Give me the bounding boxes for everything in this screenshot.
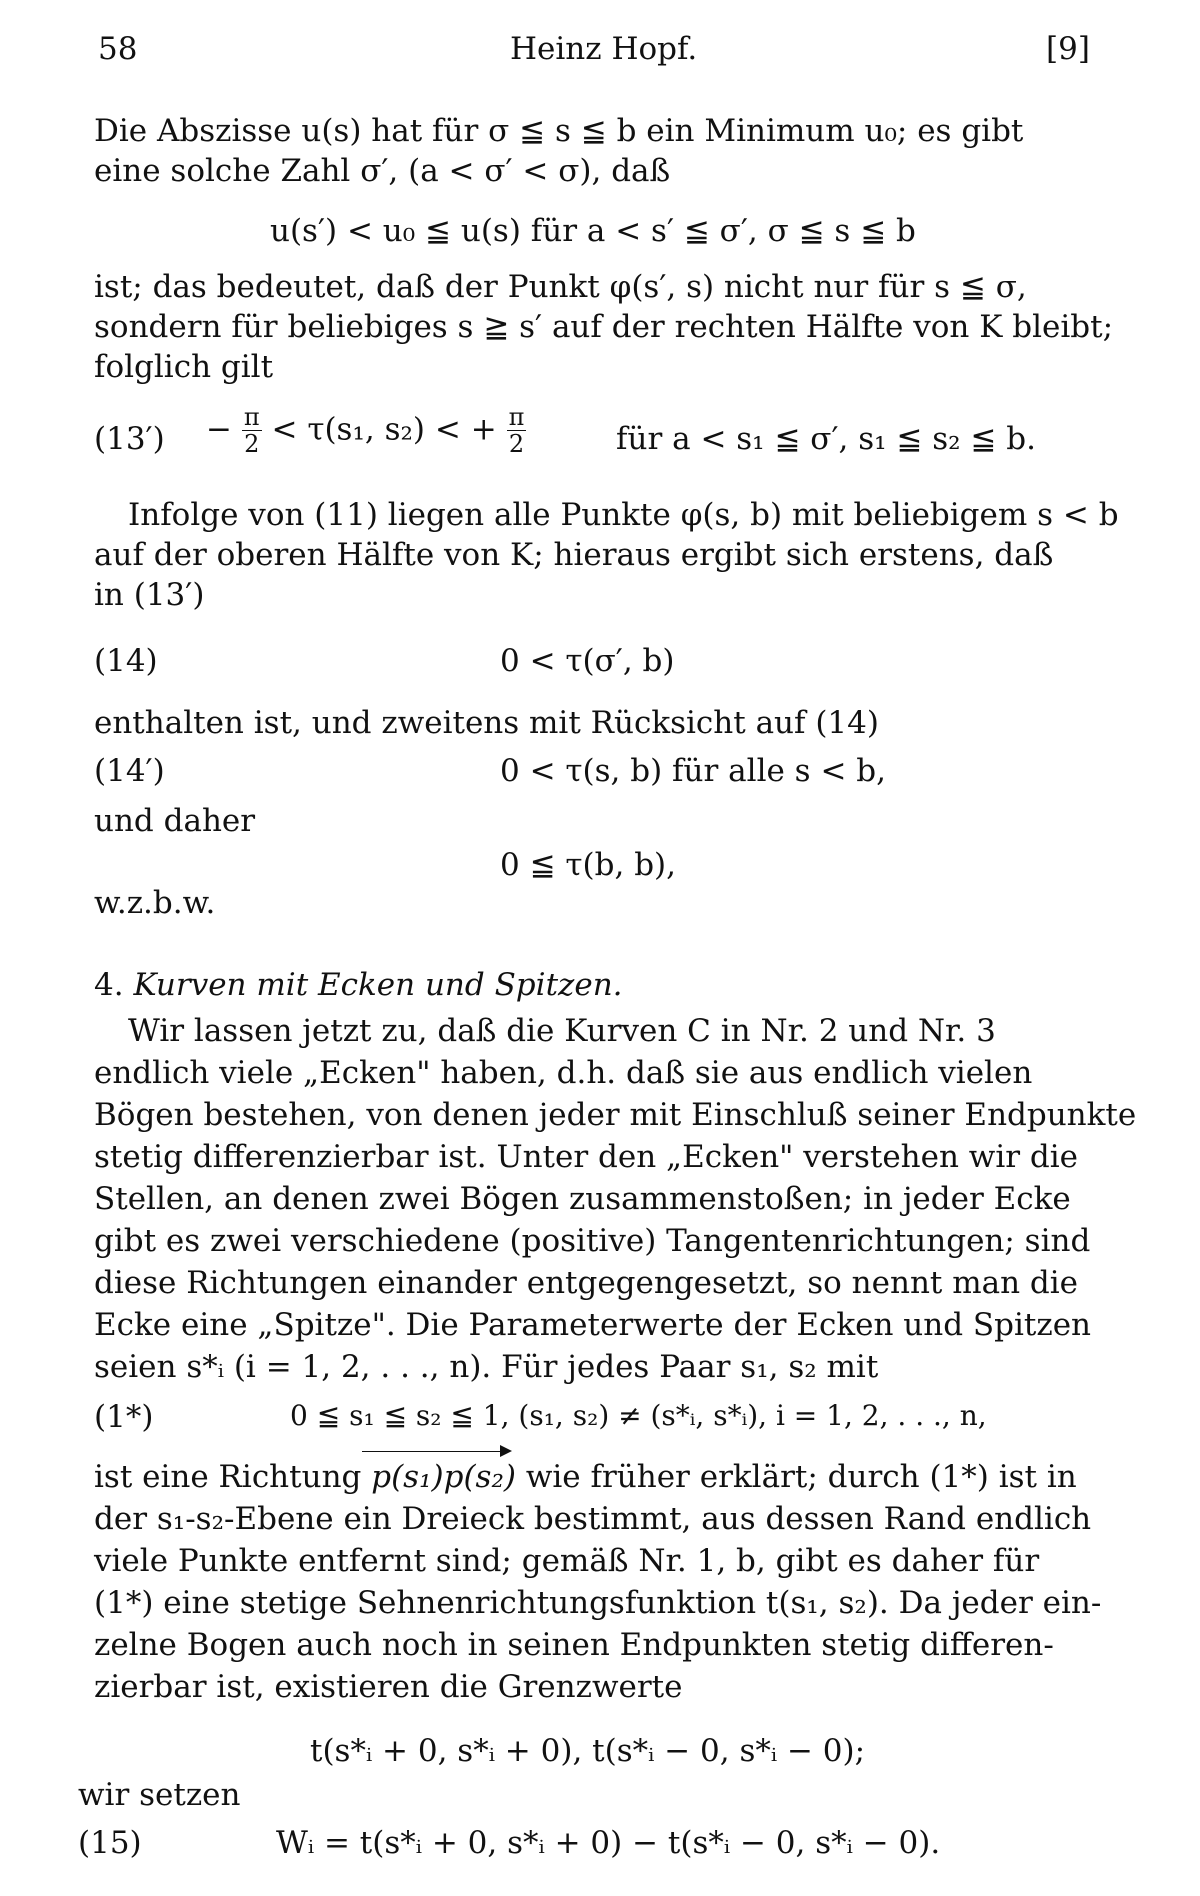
equation-limits: t(s*ᵢ + 0, s*ᵢ + 0), t(s*ᵢ − 0, s*ᵢ − 0); bbox=[310, 1733, 866, 1769]
vector-p-s1-p-s2: p(s₁)p(s₂) bbox=[371, 1459, 516, 1495]
eq13-minus: − bbox=[206, 411, 232, 448]
para6-line2: der s₁-s₂-Ebene ein Dreieck bestimmt, aus dessen Rand endlich bbox=[94, 1501, 1092, 1537]
equation-13p-label: (13′) bbox=[94, 421, 165, 457]
vector-arrow-shaft bbox=[362, 1451, 502, 1452]
eq13-middle: < τ(s₁, s₂) < + bbox=[271, 411, 497, 448]
running-head-author: Heinz Hopf. bbox=[510, 31, 698, 67]
equation-14: 0 < τ(σ′, b) bbox=[500, 643, 675, 679]
para6-line1-pre: ist eine Richtung bbox=[94, 1459, 362, 1495]
section-title: Kurven mit Ecken und Spitzen. bbox=[133, 967, 623, 1003]
para3-line2: auf der oberen Hälfte von K; hieraus ergibt sich erstens, daß bbox=[94, 537, 1054, 573]
section-number: 4. bbox=[94, 967, 124, 1003]
eq13-fraction-right: $\frac{\pi}{2}$ bbox=[508, 403, 525, 459]
equation-14p-label: (14′) bbox=[94, 753, 165, 789]
para3-line1: Infolge von (11) liegen alle Punkte φ(s, b) mit beliebigem s < b bbox=[128, 497, 1119, 533]
para3-line3: in (13′) bbox=[94, 577, 205, 613]
para6-line3: viele Punkte entfernt sind; gemäß Nr. 1, b, gibt es daher für bbox=[94, 1543, 1040, 1579]
equation-13p bbox=[206, 404, 526, 458]
para5-line2: endlich viele „Ecken" haben, d.h. daß sie aus endlich vielen bbox=[94, 1055, 1033, 1091]
equation-1star: 0 ≦ s₁ ≦ s₂ ≦ 1, (s₁, s₂) ≠ (s*ᵢ, s*ᵢ), i = 1, 2, . . ., n, bbox=[290, 1399, 987, 1432]
para6-line1 bbox=[94, 1458, 1077, 1497]
page-number: 58 bbox=[98, 31, 138, 67]
para2-line1: ist; das bedeutet, daß der Punkt φ(s′, s) nicht nur für s ≦ σ, bbox=[94, 269, 1027, 305]
para5-line4: stetig differenzierbar ist. Unter den „Ecken" verstehen wir die bbox=[94, 1139, 1079, 1175]
equation-13p-condition: für a < s₁ ≦ σ′, s₁ ≦ s₂ ≦ b. bbox=[616, 421, 1036, 457]
equation-final: 0 ≦ τ(b, b), bbox=[500, 847, 676, 883]
para6-line1-post: wie früher erklärt; durch (1*) ist in bbox=[525, 1459, 1077, 1495]
equation-14-label: (14) bbox=[94, 643, 158, 679]
para6-line5: zelne Bogen auch noch in seinen Endpunkten stetig differen- bbox=[94, 1627, 1054, 1663]
para5-line1: Wir lassen jetzt zu, daß die Kurven C in Nr. 2 und Nr. 3 bbox=[128, 1013, 996, 1049]
vector-arrow-head bbox=[500, 1445, 512, 1457]
para5-line8: Ecke eine „Spitze". Die Parameterwerte der Ecken und Spitzen bbox=[94, 1307, 1092, 1343]
equation-15: Wᵢ = t(s*ᵢ + 0, s*ᵢ + 0) − t(s*ᵢ − 0, s*ᵢ − 0). bbox=[276, 1825, 941, 1861]
equation-u: u(s′) < u₀ ≦ u(s) für a < s′ ≦ σ′, σ ≦ s ≦ b bbox=[270, 213, 916, 249]
equation-1star-label: (1*) bbox=[94, 1399, 154, 1435]
und-daher: und daher bbox=[94, 803, 256, 839]
equation-15-label: (15) bbox=[78, 1825, 142, 1861]
para6-line4: (1*) eine stetige Sehnenrichtungsfunktion t(s₁, s₂). Da jeder ein- bbox=[94, 1585, 1102, 1621]
wir-setzen: wir setzen bbox=[78, 1777, 241, 1813]
running-head-section: [9] bbox=[1046, 31, 1090, 67]
para4: enthalten ist, und zweitens mit Rücksicht auf (14) bbox=[94, 705, 879, 741]
para1-line2: eine solche Zahl σ′, (a < σ′ < σ), daß bbox=[94, 153, 671, 189]
para2-line2: sondern für beliebiges s ≧ s′ auf der rechten Hälfte von K bleibt; bbox=[94, 309, 1114, 345]
para2-line3: folglich gilt bbox=[94, 349, 274, 385]
equation-14p: 0 < τ(s, b) für alle s < b, bbox=[500, 753, 886, 789]
section-heading bbox=[94, 966, 623, 1005]
para5-line3: Bögen bestehen, von denen jeder mit Einschluß seiner Endpunkte bbox=[94, 1097, 1137, 1133]
para6-line6: zierbar ist, existieren die Grenzwerte bbox=[94, 1669, 683, 1705]
para5-line9: seien s*ᵢ (i = 1, 2, . . ., n). Für jedes Paar s₁, s₂ mit bbox=[94, 1349, 879, 1385]
para5-line6: gibt es zwei verschiedene (positive) Tangentenrichtungen; sind bbox=[94, 1223, 1091, 1259]
para1-line1: Die Abszisse u(s) hat für σ ≦ s ≦ b ein Minimum u₀; es gibt bbox=[94, 113, 1024, 149]
para5-line5: Stellen, an denen zwei Bögen zusammenstoßen; in jeder Ecke bbox=[94, 1181, 1071, 1217]
para5-line7: diese Richtungen einander entgegengesetzt, so nennt man die bbox=[94, 1265, 1079, 1301]
eq13-fraction-left: $\frac{\pi}{2}$ bbox=[243, 403, 260, 459]
wzbw: w.z.b.w. bbox=[94, 885, 216, 921]
